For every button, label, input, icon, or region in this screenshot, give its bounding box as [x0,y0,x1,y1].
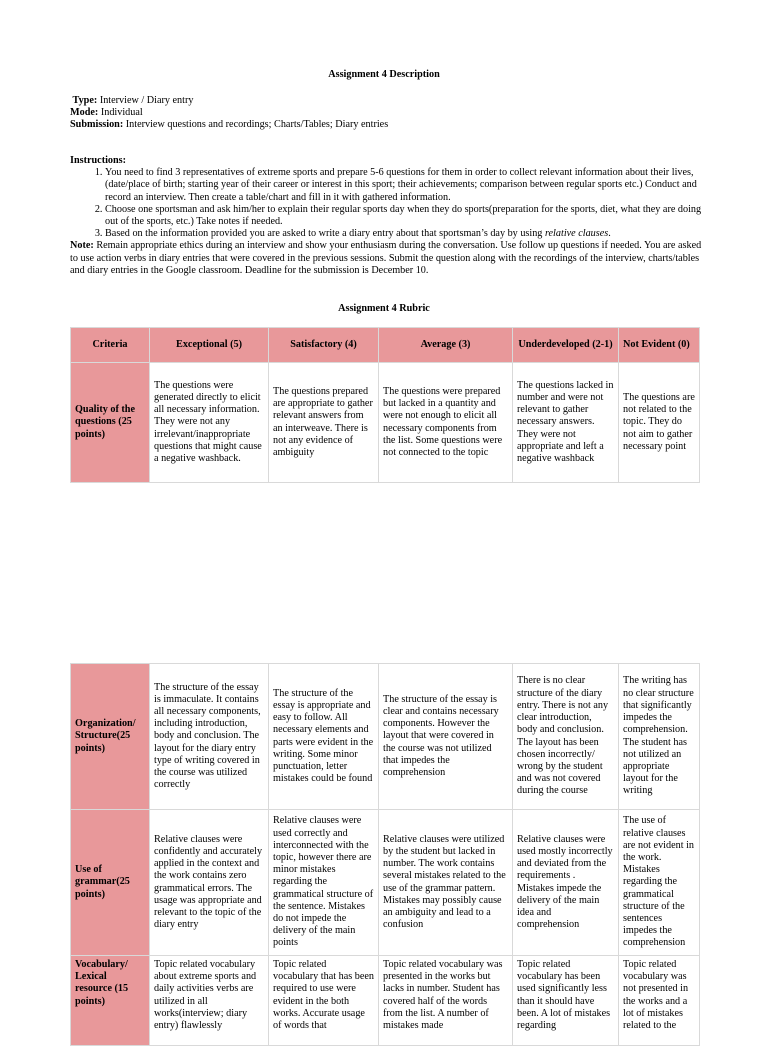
header-satisfactory: Satisfactory (4) [269,328,379,363]
rubric-table-top [70,327,700,483]
instructions-list [70,167,702,240]
rubric-title: Assignment 4 Rubric [338,303,430,314]
instruction-item-2: 2. Choose one sportsman and ask him/her to explain their regular sports day when they do sports(preparation for the sports, diet, what they are doing out of the sports, etc.) Take notes if needed. [105,204,702,228]
header-not-evident: Not Evident (0) [619,328,700,363]
rubric-cell: The structure of the essay is immaculate. It contains all necessary components, including introduction, body and conclusion. The layout for the diary entry type of writing covered in the course was utilized correctly [150,664,269,810]
instruction-item-3-end: . [608,228,611,240]
type-label: Type: [72,95,98,106]
rubric-cell: Relative clauses were used correctly and interconnected with the topic, however there are minor mistakes regarding the grammatical structure of the sentence. Mistakes do not impede the delivery of the main points [269,810,379,956]
rubric-row-quality [71,363,700,483]
mode-label: Mode: [70,107,99,119]
rubric-row-organization [71,664,700,810]
criteria-cell: Organization/ Structure(25 points) [71,664,150,810]
instructions-heading: Instructions: [70,155,127,166]
rubric-cell: Relative clauses were utilized by the student but lacked in number. The work contains several mistakes related to the use of the grammar pattern. Mistakes may possibly cause an ambiguity and lead to a confusion [379,810,513,956]
rubric-cell: The structure of the essay is appropriate and easy to follow. All necessary elements and parts were evident in the writing. Some minor punctuation, letter mistakes could be found [269,664,379,810]
note-text: Remain appropriate ethics during an interview and show your enthusiasm during the conversation. Use follow up questions if needed. You are asked to use action verbs in diary entries that were covered in the previous sessions. Submit the question along with the recordings of the interview, charts/tables and diary entries in the Google classroom. Deadline for the submission is December 10. [70,240,702,276]
assignment-title: Assignment 4 Description [328,69,440,80]
rubric-cell: The questions were generated directly to elicit all necessary information. They were not any irrelevant/inappropriate questions that might cause a negative washback. [150,363,269,483]
rubric-cell: Topic related vocabulary was presented in the works but lacks in number. Student has covered half of the words from the list. A number of mistakes made [379,956,513,1046]
rubric-cell: Topic related vocabulary about extreme sports and daily activities verbs are utilized in all works(interview; diary entry) flawlessly [150,956,269,1046]
instruction-item-3-text: Based on the information provided you are asked to write a diary entry about that sportsman’s day by using [105,228,543,240]
submission-value: Interview questions and recordings; Charts/Tables; Diary entries [125,119,389,131]
assignment-meta [70,95,710,132]
header-underdeveloped: Underdeveloped (2-1) [513,328,619,363]
note [70,240,702,277]
rubric-cell: The questions were prepared but lacked in a quantity and were not enough to elicit all necessary components from the list. Some questions were not connected to the topic [379,363,513,483]
rubric-cell: The writing has no clear structure that significantly impedes the comprehension. The student has not utilized an appropriate layout for the writing [619,664,700,810]
rubric-table-continued [70,663,700,1046]
rubric-cell: The questions prepared are appropriate to gather relevant answers from an interweave. There is not any evidence of ambiguity [269,363,379,483]
instructions [70,155,702,277]
rubric-cell: Topic related vocabulary that has been required to use were evident in the both works. Accurate usage of words that [269,956,379,1046]
header-exceptional: Exceptional (5) [150,328,269,363]
rubric-cell: The use of relative clauses are not evident in the work. Mistakes regarding the grammatical structure of the sentences impedes the comprehension [619,810,700,956]
rubric-cell: Topic related vocabulary has been used significantly less than it should have been. A lot of mistakes regarding [513,956,619,1046]
submission-line [70,119,710,131]
type-value: Interview / Diary entry [99,95,194,106]
rubric-cell: Relative clauses were confidently and accurately applied in the context and the work contains zero grammatical errors. The usage was appropriate and relevant to the topic of the diary entry [150,810,269,956]
header-criteria: Criteria [71,328,150,363]
instruction-item-3-emphasis: relative clauses [544,228,609,240]
rubric-cell: Topic related vocabulary was not presented in the works and a lot of mistakes related to the [619,956,700,1046]
rubric-row-grammar [71,810,700,956]
header-average: Average (3) [379,328,513,363]
rubric-cell: The structure of the essay is clear and contains necessary components. However the layout that were covered in the course was not utilized that impedes the comprehension [379,664,513,810]
type-line [70,95,710,107]
rubric-cell: Relative clauses were used mostly incorrectly and deviated from the requirements . Mistakes impede the delivery of the main idea and comprehension [513,810,619,956]
rubric-row-vocabulary [71,956,700,1046]
rubric-header-row [71,328,700,363]
criteria-cell: Quality of the questions (25 points) [71,363,150,483]
rubric-cell: The questions lacked in number and were not relevant to gather necessary answers. They were not appropriate and left a negative washback [513,363,619,483]
instruction-item-3 [105,228,702,240]
rubric-cell: There is no clear structure of the diary entry. There is not any clear introduction, body and conclusion. The layout has been chosen incorrectly/ wrong by the student and was not covered during the course [513,664,619,810]
submission-label: Submission: [70,119,124,131]
note-label: Note: [70,240,94,252]
mode-value: Individual [100,107,143,119]
criteria-cell: Use of grammar(25 points) [71,810,150,956]
instruction-item-1: 1. You need to find 3 representatives of extreme sports and prepare 5-6 questions for them in order to collect relevant information about their lives, (date/place of birth; starting year of their career or interest in this sport; their achievements; comparison between regular sports etc.) Conduct and record an interview. Then create a table/chart and fill in it with gathered information. [105,167,702,204]
rubric-cell: The questions are not related to the topic. They do not aim to gather necessary point [619,363,700,483]
mode-line [70,107,710,119]
criteria-cell: Vocabulary/ Lexical resource (15 points) [71,956,150,1046]
